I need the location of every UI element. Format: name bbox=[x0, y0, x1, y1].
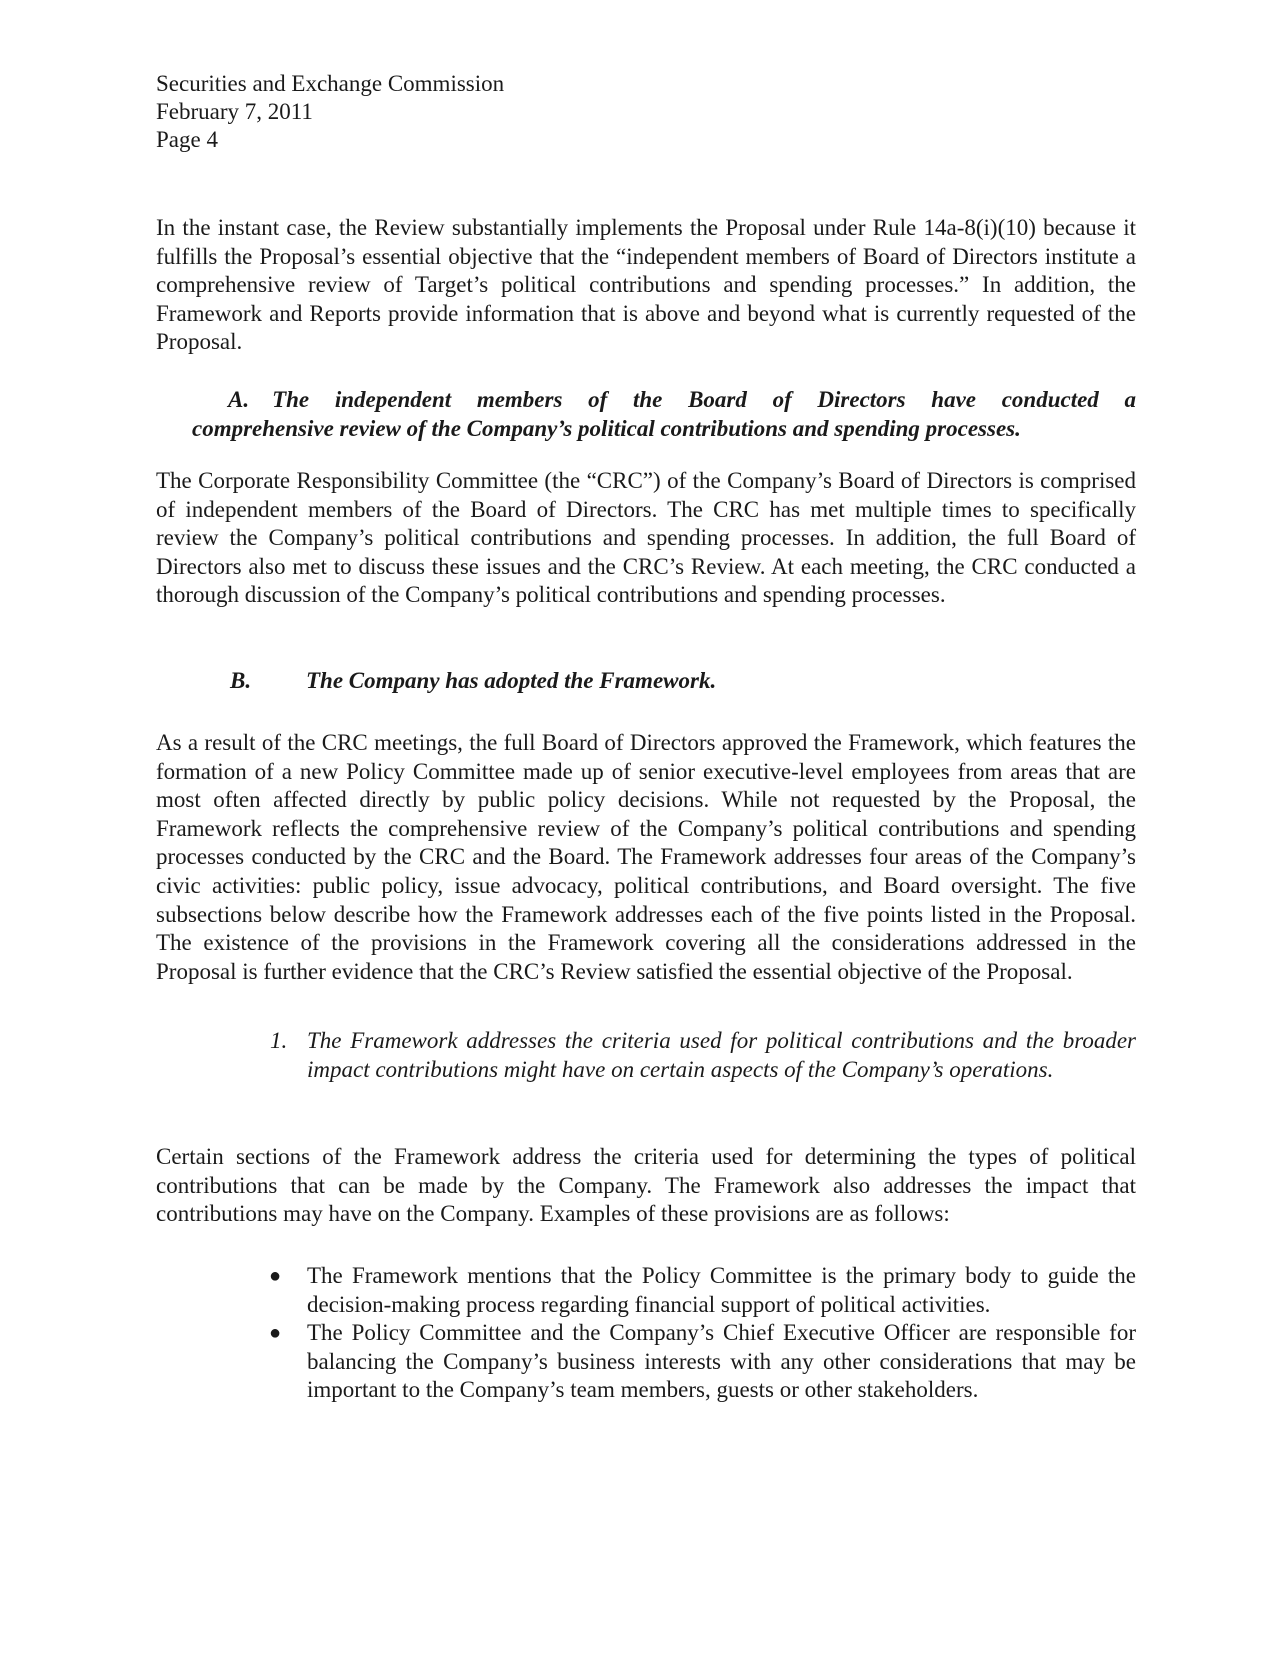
section-a-letter: A. bbox=[228, 387, 250, 412]
section-b-letter: B. bbox=[230, 668, 252, 693]
section-a-title-line2: comprehensive review of the Company’s political contributions and spending processes. bbox=[192, 416, 1021, 441]
section-a-heading bbox=[192, 385, 1136, 443]
addressee: Securities and Exchange Commission bbox=[156, 71, 505, 96]
list-item bbox=[266, 1319, 1136, 1405]
bullet-icon: ● bbox=[269, 1322, 282, 1345]
section-a-heading-line1 bbox=[192, 385, 1136, 414]
framework-paragraph: As a result of the CRC meetings, the full Board of Directors approved the Framework, which features the formation of a new Policy Committee made up of senior executive-level employees from areas that are most often affected directly by public policy decisions. While not requested by the Proposal, the Framework reflects the comprehensive review of the Company’s political contributions and spending processes conducted by the CRC and the Board. The Framework addresses four areas of the Company’s civic activities: public policy, issue advocacy, political contributions, and Board oversight. The five subsections below describe how the Framework addresses each of the five points listed in the Proposal. The existence of the provisions in the Framework covering all the considerations addressed in the Proposal is further evidence that the CRC’s Review satisfied the essential objective of the Proposal. bbox=[156, 730, 1136, 984]
list-item bbox=[266, 1262, 1136, 1319]
criteria-paragraph: Certain sections of the Framework address the criteria used for determining the types of political contributions that can be made by the Company. The Framework also addresses the impact that contributions may have on the Company. Examples of these provisions are as follows: bbox=[156, 1144, 1136, 1227]
bullet-icon: ● bbox=[269, 1265, 282, 1287]
subsection-1-title: The Framework addresses the criteria used for political contributions and the broader impact contributions might have on certain aspects of the Company’s operations. bbox=[307, 1028, 1136, 1082]
page-number: Page 4 bbox=[156, 127, 218, 152]
subsection-1-number: 1. bbox=[270, 1028, 288, 1053]
list-item-text: The Framework mentions that the Policy Committee is the primary body to guide the decision-making process regarding financial support of political activities. bbox=[307, 1263, 1136, 1317]
provisions-list bbox=[266, 1262, 1136, 1405]
intro-paragraph: In the instant case, the Review substantially implements the Proposal under Rule 14a-8(i)(10) because it fulfills the Proposal’s essential objective that the “independent members of Board of Directors institute a comprehensive review of Target’s political contributions and spending processes.” In addition, the Framework and Reports provide information that is above and beyond what is currently requested of the Proposal. bbox=[156, 215, 1136, 355]
section-a-title-line1: The independent members of the Board of Directors have conducted a bbox=[272, 387, 1136, 412]
list-item-text: The Policy Committee and the Company’s Chief Executive Officer are responsible for balancing the Company’s business interests with any other considerations that may be important to the Company’s team members, guests or other stakeholders. bbox=[307, 1320, 1136, 1403]
crc-paragraph: The Corporate Responsibility Committee (the “CRC”) of the Company’s Board of Directors is comprised of independent members of the Board of Directors. The CRC has met multiple times to specifically review the Company’s political contributions and spending processes. In addition, the full Board of Directors also met to discuss these issues and the CRC’s Review. At each meeting, the CRC conducted a thorough discussion of the Company’s political contributions and spending processes. bbox=[156, 468, 1136, 608]
section-b-title: The Company has adopted the Framework. bbox=[306, 668, 717, 693]
letter-date: February 7, 2011 bbox=[156, 99, 313, 124]
letter-header bbox=[156, 70, 504, 154]
